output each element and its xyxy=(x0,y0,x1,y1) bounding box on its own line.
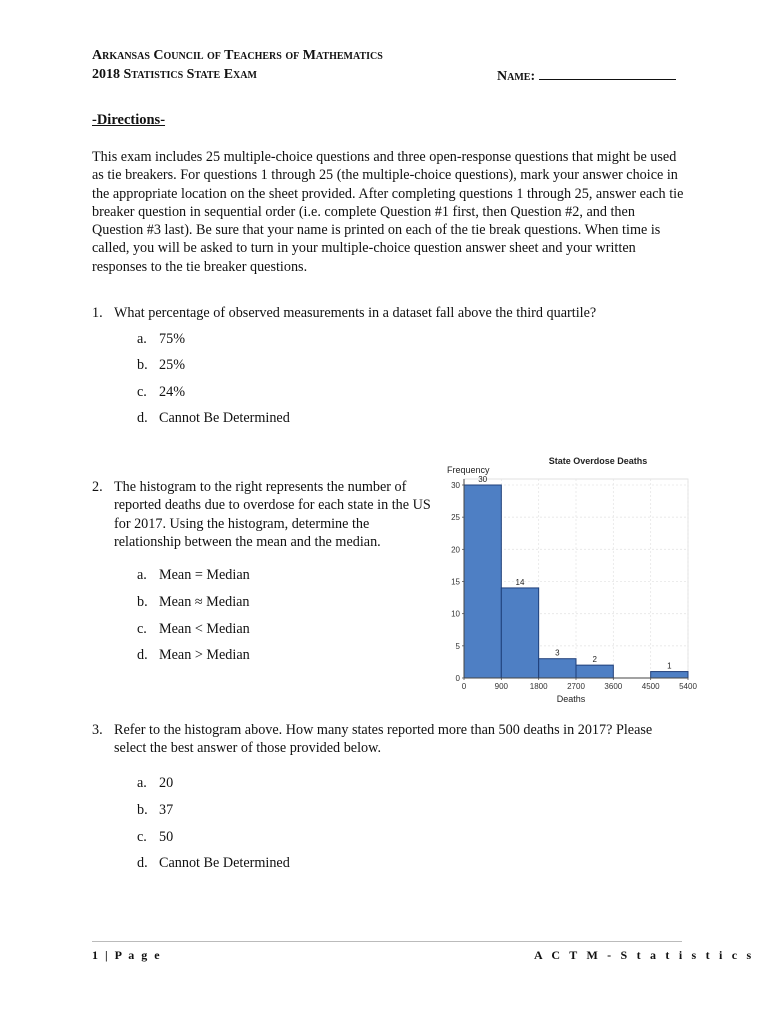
y-tick-label: 15 xyxy=(451,577,460,587)
x-tick-label: 0 xyxy=(461,682,467,691)
name-label: Name: xyxy=(497,69,536,84)
footer-divider xyxy=(92,941,682,942)
x-tick-label: 5400 xyxy=(679,682,697,691)
option-letter: a. xyxy=(137,775,147,791)
histogram-bar xyxy=(539,659,576,678)
question-number: 1. xyxy=(92,305,103,321)
y-tick-label: 0 xyxy=(455,674,460,683)
option-letter: c. xyxy=(137,621,147,637)
x-tick-label: 2700 xyxy=(567,682,585,691)
option-text: Mean = Median xyxy=(159,567,250,583)
overdose-histogram xyxy=(430,450,700,710)
option-text: Cannot Be Determined xyxy=(159,855,290,871)
option-text: 25% xyxy=(159,357,186,373)
question-number: 2. xyxy=(92,479,103,495)
option-text: 37 xyxy=(159,802,174,818)
option-text: 75% xyxy=(159,331,186,347)
histogram-bar xyxy=(651,672,688,678)
directions-title: -Directions- xyxy=(92,112,166,128)
question-text: Refer to the histogram above. How many states reported more than 500 deaths in 2017? Please select the best answer of those provided below. xyxy=(114,722,653,757)
option-letter: d. xyxy=(137,647,148,663)
exam-title: 2018 Statistics State Exam xyxy=(92,67,257,82)
option-text: Mean > Median xyxy=(159,647,250,663)
name-field[interactable] xyxy=(497,67,676,85)
question-2 xyxy=(92,478,437,558)
question-text: The histogram to the right represents the number of reported deaths due to overdose for each state in the US for 2017. Using the histogram, determine the relationship between the mean and the median. xyxy=(114,479,431,550)
option-letter: d. xyxy=(137,855,148,871)
option-text: Cannot Be Determined xyxy=(159,410,290,426)
page-number: 1 | P a g e xyxy=(92,948,162,962)
option-letter: a. xyxy=(137,567,147,583)
question-3 xyxy=(92,721,692,761)
bar-value-label: 14 xyxy=(515,577,525,587)
bar-value-label: 3 xyxy=(555,648,560,658)
bar-value-label: 1 xyxy=(667,661,672,671)
histogram-bar xyxy=(501,588,538,678)
histogram-bar xyxy=(576,665,613,678)
y-tick-label: 5 xyxy=(455,641,460,651)
chart-title: State Overdose Deaths xyxy=(548,456,648,466)
x-tick-label: 900 xyxy=(494,682,509,691)
option-text: 50 xyxy=(159,829,174,845)
histogram-bar xyxy=(464,485,501,678)
x-tick-label: 1800 xyxy=(529,682,548,691)
question-number: 3. xyxy=(92,722,103,738)
option-letter: d. xyxy=(137,410,148,426)
bar-value-label: 2 xyxy=(592,655,597,665)
footer-title: A C T M - S t a t i s t i c s xyxy=(534,948,755,962)
option-letter: b. xyxy=(137,594,148,610)
y-tick-label: 20 xyxy=(451,545,460,555)
y-tick-label: 30 xyxy=(451,481,460,490)
option-text: 20 xyxy=(159,775,174,791)
option-letter: a. xyxy=(137,331,147,347)
x-axis-label: Deaths xyxy=(556,694,586,704)
y-tick-label: 25 xyxy=(451,513,460,523)
y-tick-label: 10 xyxy=(451,609,460,619)
option-letter: b. xyxy=(137,357,148,373)
organization-header: Arkansas Council of Teachers of Mathematics xyxy=(92,48,383,63)
name-blank-line[interactable] xyxy=(539,67,676,80)
bar-value-label: 30 xyxy=(478,475,488,484)
option-text: Mean ≈ Median xyxy=(159,594,250,610)
y-axis-label: Frequency xyxy=(447,465,490,475)
option-text: 24% xyxy=(159,384,186,400)
x-tick-label: 4500 xyxy=(641,682,660,691)
option-letter: b. xyxy=(137,802,148,818)
option-text: Mean < Median xyxy=(159,621,250,637)
question-text: What percentage of observed measurements in a dataset fall above the third quartile? xyxy=(114,305,597,321)
question-1 xyxy=(92,304,692,324)
directions-text: This exam includes 25 multiple-choice questions and three open-response questions that might be used as tie breakers. For questions 1 through 25 (the multiple-choice questions), mark your answer choice in the appropriate location on the sheet provided. After completing questions 1 through 25, answer each tie breaker question in sequential order (i.e. complete Question #1 first, then Question #2, and then Question #3 last). Be sure that your name is printed on each of the tie break questions. When time is called, you will be asked to turn in your multiple-choice question answer sheet and your written responses to the tie breaker questions. xyxy=(92,149,684,275)
option-letter: c. xyxy=(137,829,147,845)
option-letter: c. xyxy=(137,384,147,400)
x-tick-label: 3600 xyxy=(604,682,623,691)
